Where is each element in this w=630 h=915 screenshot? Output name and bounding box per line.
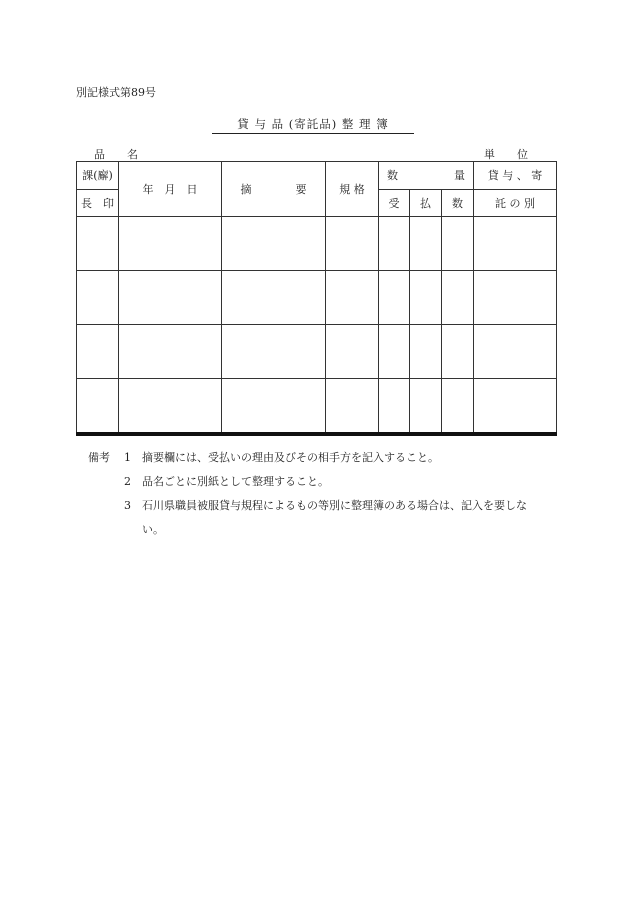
ledger-table bbox=[76, 161, 557, 436]
table-cell[interactable] bbox=[410, 379, 442, 435]
notes-section bbox=[88, 450, 558, 546]
table-cell[interactable] bbox=[119, 217, 222, 271]
note-text: 石川県職員被服貸与規程によるもの等別に整理簿のある場合は、記入を要しな bbox=[142, 499, 527, 512]
table-cell[interactable] bbox=[119, 271, 222, 325]
table-cell[interactable] bbox=[474, 217, 557, 271]
date-header bbox=[119, 162, 222, 217]
table-cell[interactable] bbox=[379, 271, 410, 325]
paid-header bbox=[410, 190, 442, 217]
table-cell[interactable] bbox=[474, 325, 557, 379]
table-cell[interactable] bbox=[222, 325, 326, 379]
received-header bbox=[379, 190, 410, 217]
table-row bbox=[77, 217, 557, 271]
table-cell[interactable] bbox=[222, 217, 326, 271]
loan-deposit-header-bottom bbox=[474, 190, 557, 217]
summary-header-label: 摘 要 bbox=[240, 182, 307, 196]
note-text: 摘要欄には、受払いの理由及びその相手方を記入すること。 bbox=[142, 451, 439, 464]
note-item bbox=[88, 450, 558, 474]
note-number: 1 bbox=[124, 451, 131, 464]
table-cell[interactable] bbox=[326, 217, 379, 271]
table-cell[interactable] bbox=[474, 379, 557, 435]
note-item bbox=[88, 474, 558, 498]
paid-header-label: 払 bbox=[420, 196, 431, 210]
spec-header-label: 規 格 bbox=[339, 182, 365, 196]
table-cell[interactable] bbox=[379, 379, 410, 435]
table-cell[interactable] bbox=[474, 271, 557, 325]
quantity-header bbox=[379, 162, 474, 190]
loan-deposit-label-line1: 貸 与 、 寄 bbox=[487, 169, 543, 182]
loan-deposit-header-top bbox=[474, 162, 557, 190]
table-header-row-1 bbox=[77, 162, 557, 190]
note-item-continuation bbox=[88, 522, 558, 546]
notes-heading: 備考 bbox=[88, 451, 110, 464]
dept-head-seal-header-top bbox=[77, 162, 119, 190]
note-text: 品名ごとに別紙として整理すること。 bbox=[142, 475, 329, 488]
table-cell[interactable] bbox=[410, 217, 442, 271]
table-cell[interactable] bbox=[119, 379, 222, 435]
table-cell[interactable] bbox=[326, 271, 379, 325]
table-cell[interactable] bbox=[77, 379, 119, 435]
table-cell[interactable] bbox=[442, 217, 474, 271]
table-row bbox=[77, 271, 557, 325]
table-cell[interactable] bbox=[222, 271, 326, 325]
table-cell[interactable] bbox=[442, 325, 474, 379]
table-cell[interactable] bbox=[77, 217, 119, 271]
spec-header bbox=[326, 162, 379, 217]
table-cell[interactable] bbox=[379, 325, 410, 379]
note-number: 3 bbox=[124, 499, 131, 512]
table-cell[interactable] bbox=[442, 379, 474, 435]
note-item bbox=[88, 498, 558, 522]
item-name-label: 品 名 bbox=[94, 148, 138, 161]
quantity-header-right: 量 bbox=[454, 169, 465, 182]
unit-label: 単 位 bbox=[484, 148, 528, 161]
table-cell[interactable] bbox=[326, 325, 379, 379]
quantity-header-left: 数 bbox=[387, 169, 398, 182]
table-row bbox=[77, 325, 557, 379]
date-header-label: 年 月 日 bbox=[142, 182, 198, 196]
summary-header bbox=[222, 162, 326, 217]
table-row bbox=[77, 379, 557, 435]
table-cell[interactable] bbox=[222, 379, 326, 435]
table-cell[interactable] bbox=[410, 325, 442, 379]
table-cell[interactable] bbox=[379, 217, 410, 271]
table-cell[interactable] bbox=[326, 379, 379, 435]
count-header bbox=[442, 190, 474, 217]
dept-head-seal-label-line2: 長 印 bbox=[81, 196, 114, 210]
dept-head-seal-header-bottom bbox=[77, 190, 119, 217]
count-header-label: 数 bbox=[452, 196, 463, 210]
loan-deposit-label-line2: 託 の 別 bbox=[495, 196, 535, 210]
document-title: 貸 与 品 (寄託品) 整 理 簿 bbox=[212, 116, 414, 134]
table-cell[interactable] bbox=[442, 271, 474, 325]
dept-head-seal-label-line1: 課(廨) bbox=[82, 169, 113, 182]
note-number: 2 bbox=[124, 475, 131, 488]
table-cell[interactable] bbox=[77, 271, 119, 325]
table-cell[interactable] bbox=[119, 325, 222, 379]
form-number: 別記様式第89号 bbox=[76, 86, 156, 99]
table-cell[interactable] bbox=[77, 325, 119, 379]
table-cell[interactable] bbox=[410, 271, 442, 325]
note-text-continuation: い。 bbox=[142, 523, 164, 536]
received-header-label: 受 bbox=[388, 196, 400, 210]
